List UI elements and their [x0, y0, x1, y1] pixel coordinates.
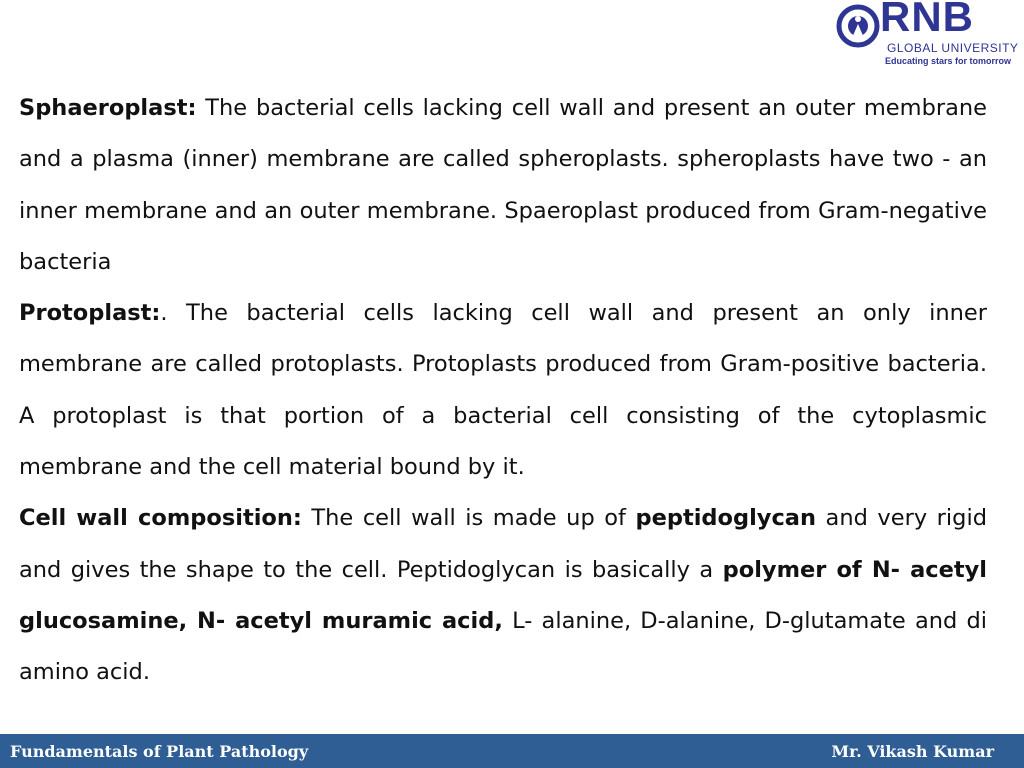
- spheroplast-definition: The bacterial cells lacking cell wall and present an outer membrane and a plasma (inner) membrane are called spheroplasts. spheroplasts have two - an inner membrane and an outer membrane. Spaeroplast produced from Gram-negative bacteria: [19, 95, 987, 275]
- university-logo: [836, 2, 1020, 68]
- logo-brand-text: RNB: [880, 0, 974, 40]
- term-cell-wall: Cell wall composition:: [19, 505, 302, 532]
- slide-body: [19, 83, 987, 699]
- rnb-emblem-icon: [836, 4, 880, 48]
- paragraph-spheroplast: [19, 83, 987, 288]
- cell-wall-text-1: The cell wall is made up of: [301, 505, 636, 532]
- term-spheroplast: Sphaeroplast:: [19, 95, 197, 121]
- footer-bar: [0, 734, 1024, 768]
- paragraph-cell-wall: [19, 493, 987, 698]
- logo-tagline: Educating stars for tomorrow: [885, 56, 1012, 66]
- cell-wall-bold-1: peptidoglycan: [635, 505, 817, 532]
- protoplast-definition: . The bacterial cells lacking cell wall and present an only inner membrane are called protoplasts. Protoplasts produced from Gram-positive bacteria. A protoplast is that portion of a bacterial cell consisting of the cytoplasmic membrane and the cell material bound by it.: [19, 300, 987, 481]
- logo-university-text: GLOBAL UNIVERSITY: [887, 41, 1019, 55]
- footer-author: Mr. Vikash Kumar: [831, 742, 994, 761]
- cell-wall-text-2: and very rigid and gives the shape to the cell. Peptidoglycan is basically a: [19, 505, 988, 583]
- term-protoplast: Protoplast:: [19, 300, 161, 327]
- cell-wall-text-3: L- alanine, D-alanine, D-glutamate and di amino acid.: [19, 607, 988, 686]
- cell-wall-bold-2: polymer of N- acetyl glucosamine, N- acetyl muramic acid,: [19, 556, 987, 634]
- paragraph-protoplast: [19, 288, 987, 493]
- footer-course-title: Fundamentals of Plant Pathology: [10, 742, 309, 761]
